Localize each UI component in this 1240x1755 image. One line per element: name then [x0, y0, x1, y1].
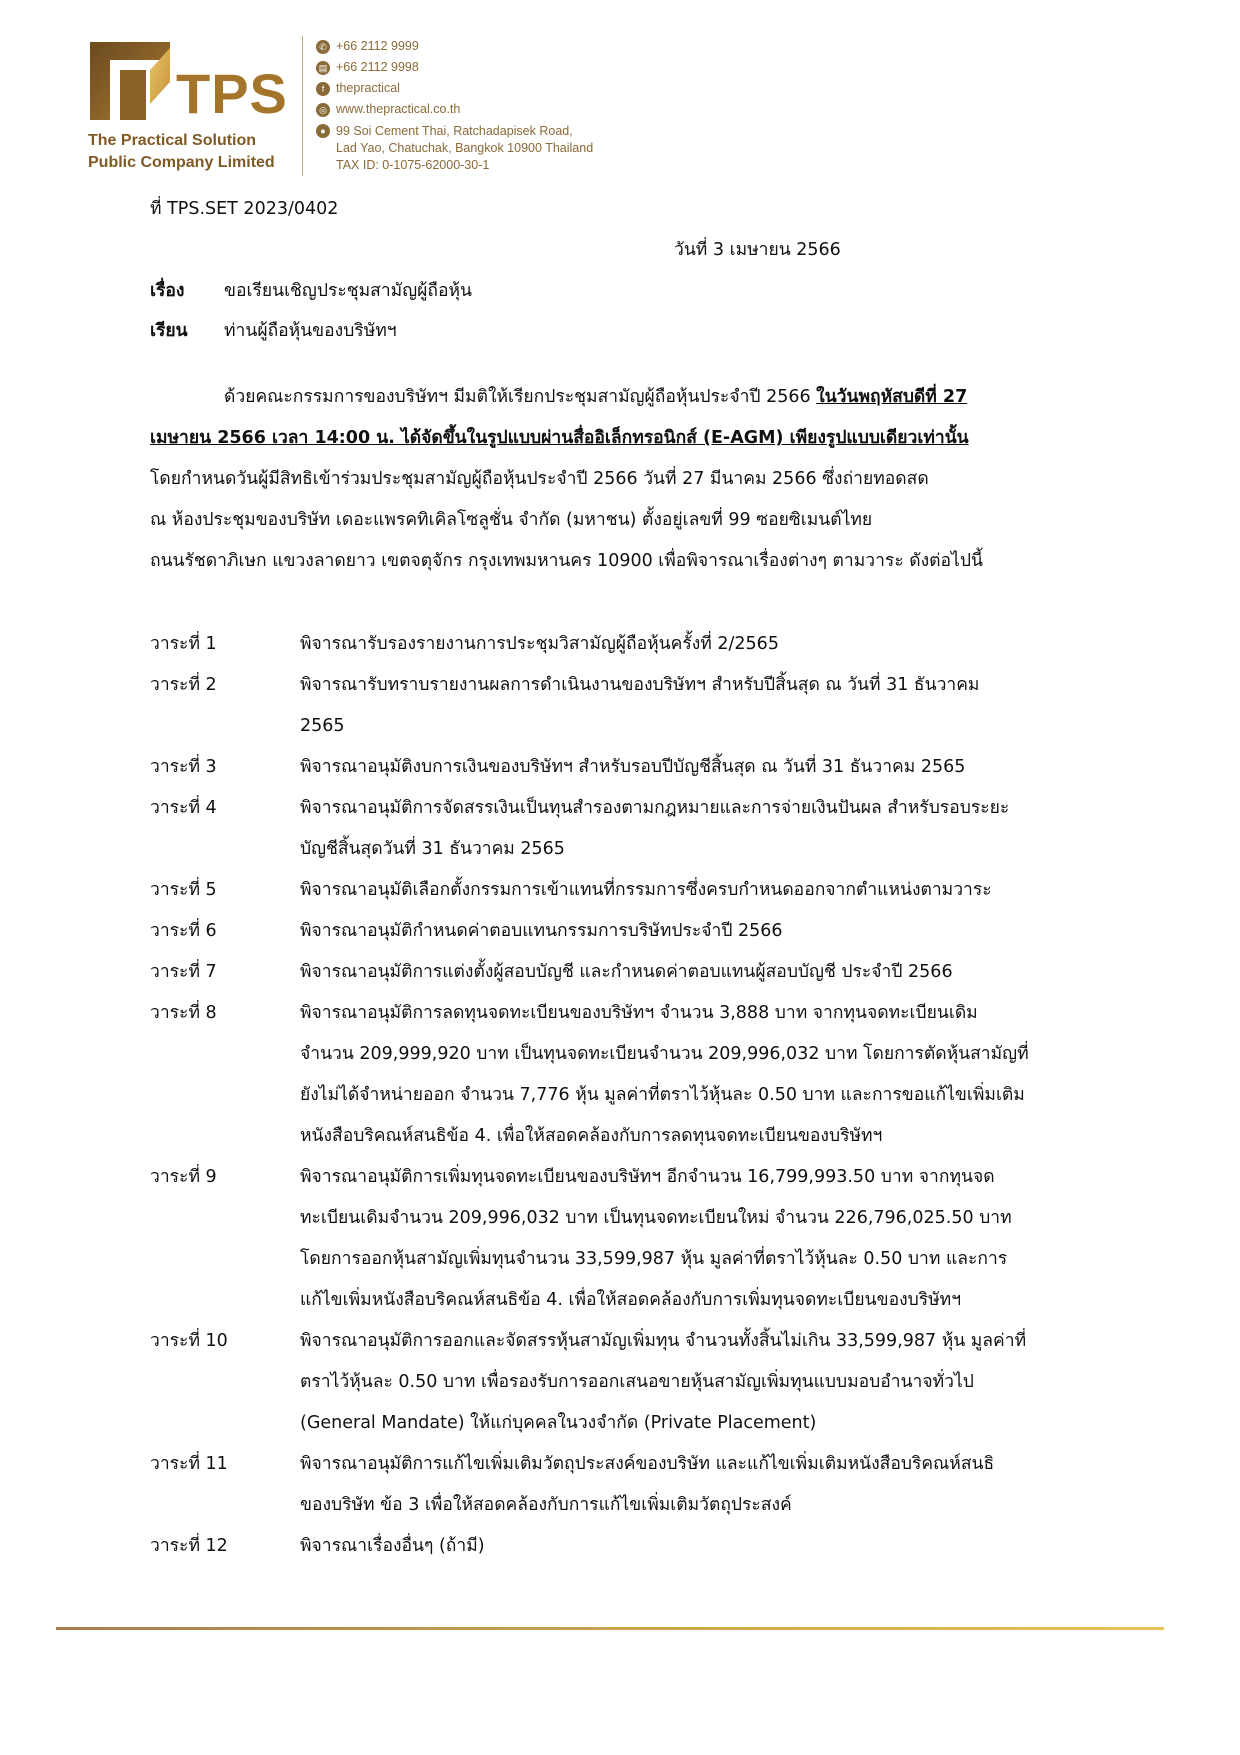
intro-line: โดยกำหนดวันผู้มีสิทธิเข้าร่วมประชุมสามัญผู้ถือหุ้นประจำปี 2566 วันที่ 27 มีนาคม 2566 ซึ่งถ่ายทอดสด — [150, 469, 929, 489]
agenda-line: 2565 — [300, 716, 345, 736]
agenda-label: วาระที่ 5 — [150, 880, 217, 900]
footer-divider — [56, 1627, 1164, 1630]
agenda-label: วาระที่ 11 — [150, 1454, 228, 1474]
agenda-text — [300, 870, 1100, 911]
agenda-line: แก้ไขเพิ่มหนังสือบริคณห์สนธิข้อ 4. เพื่อให้สอดคล้องกับการเพิ่มทุนจดทะเบียนของบริษัทฯ — [300, 1290, 962, 1310]
company-name — [88, 130, 296, 174]
meeting-date-bold: ในวันพฤหัสบดีที่ 27 — [816, 387, 968, 407]
company-logo-text: TPS — [176, 62, 288, 125]
agenda-label: วาระที่ 1 — [150, 634, 217, 654]
agenda-line: ของบริษัท ข้อ 3 เพื่อให้สอดคล้องกับการแก้ไขเพิ่มเติมวัตถุประสงค์ — [300, 1495, 792, 1515]
agenda-list — [150, 624, 1100, 1567]
subject-text: ขอเรียนเชิญประชุมสามัญผู้ถือหุ้น — [224, 281, 472, 301]
intro-line1-plain: ด้วยคณะกรรมการของบริษัทฯ มีมติให้เรียกประชุมสามัญผู้ถือหุ้นประจำปี 2566 — [224, 387, 817, 407]
agenda-line: พิจารณาอนุมัติการออกและจัดสรรหุ้นสามัญเพิ่มทุน จำนวนทั้งสิ้นไม่เกิน 33,599,987 หุ้น มูลค่าที่ — [300, 1331, 1027, 1351]
agenda-line: (General Mandate) ให้แก่บุคคลในวงจำกัด (Private Placement) — [300, 1413, 817, 1433]
agenda-line: จำนวน 209,999,920 บาท เป็นทุนจดทะเบียนจำนวน 209,996,032 บาท โดยการตัดหุ้นสามัญที่ — [300, 1044, 1029, 1064]
agenda-item — [150, 624, 1100, 665]
agenda-line: ทะเบียนเดิมจำนวน 209,996,032 บาท เป็นทุนจดทะเบียนใหม่ จำนวน 226,796,025.50 บาท — [300, 1208, 1012, 1228]
letter-reference: ที่ TPS.SET 2023/0402 — [150, 199, 339, 219]
agenda-text — [300, 1321, 1100, 1444]
contact-phone-text: +66 2112 9999 — [336, 39, 419, 53]
to-label: เรียน — [150, 321, 188, 341]
contact-website-text: www.thepractical.co.th — [336, 102, 461, 116]
phone-icon: ✆ — [316, 40, 330, 54]
agenda-line: พิจารณาอนุมัติงบการเงินของบริษัทฯ สำหรับรอบปีบัญชีสิ้นสุด ณ วันที่ 31 ธันวาคม 2565 — [300, 757, 966, 777]
address-line: Lad Yao, Chatuchak, Bangkok 10900 Thailand — [336, 141, 594, 155]
agenda-item — [150, 993, 1100, 1157]
agenda-label: วาระที่ 7 — [150, 962, 217, 982]
subject-label: เรื่อง — [150, 281, 185, 301]
agenda-label: วาระที่ 3 — [150, 757, 217, 777]
letter-date: วันที่ 3 เมษายน 2566 — [674, 240, 841, 260]
agenda-label: วาระที่ 12 — [150, 1536, 228, 1556]
contact-facebook-text: thepractical — [336, 81, 400, 95]
header-divider — [302, 36, 303, 176]
agenda-line: หนังสือบริคณห์สนธิข้อ 4. เพื่อให้สอดคล้องกับการลดทุนจดทะเบียนของบริษัทฯ — [300, 1126, 883, 1146]
agenda-item — [150, 747, 1100, 788]
agenda-line: พิจารณาอนุมัติการแก้ไขเพิ่มเติมวัตถุประสงค์ของบริษัท และแก้ไขเพิ่มเติมหนังสือบริคณห์สนธิ — [300, 1454, 995, 1474]
agenda-line: ตราไว้หุ้นละ 0.50 บาท เพื่อรองรับการออกเสนอขายหุ้นสามัญเพิ่มทุนแบบมอบอำนาจทั่วไป — [300, 1372, 974, 1392]
agenda-line: พิจารณาอนุมัติการแต่งตั้งผู้สอบบัญชี และกำหนดค่าตอบแทนผู้สอบบัญชี ประจำปี 2566 — [300, 962, 953, 982]
to-text: ท่านผู้ถือหุ้นของบริษัทฯ — [224, 321, 397, 341]
agenda-label: วาระที่ 4 — [150, 798, 217, 818]
agenda-line: พิจารณาอนุมัติการจัดสรรเงินเป็นทุนสำรองตามกฎหมายและการจ่ายเงินปันผล สำหรับรอบระยะ — [300, 798, 1010, 818]
agenda-line: พิจารณาเรื่องอื่นๆ (ถ้ามี) — [300, 1536, 485, 1556]
agenda-line: พิจารณารับรองรายงานการประชุมวิสามัญผู้ถือหุ้นครั้งที่ 2/2565 — [300, 634, 779, 654]
agenda-text — [300, 993, 1100, 1157]
agenda-item — [150, 1321, 1100, 1444]
agenda-text — [300, 1157, 1100, 1321]
agenda-item — [150, 911, 1100, 952]
contact-block — [316, 39, 593, 174]
agenda-text — [300, 665, 1100, 747]
agenda-line: พิจารณาอนุมัติกำหนดค่าตอบแทนกรรมการบริษัทประจำปี 2566 — [300, 921, 783, 941]
contact-facebook — [316, 81, 593, 102]
contact-phone — [316, 39, 593, 60]
contact-fax-text: +66 2112 9998 — [336, 60, 419, 74]
agenda-label: วาระที่ 2 — [150, 675, 217, 695]
address-text — [336, 123, 593, 174]
agenda-line: บัญชีสิ้นสุดวันที่ 31 ธันวาคม 2565 — [300, 839, 565, 859]
agenda-line: ยังไม่ได้จำหน่ายออก จำนวน 7,776 หุ้น มูลค่าที่ตราไว้หุ้นละ 0.50 บาท และการขอแก้ไขเพิ่มเติม — [300, 1085, 1025, 1105]
location-pin-icon: ● — [316, 124, 330, 138]
intro-line: ถนนรัชดาภิเษก แขวงลาดยาว เขตจตุจักร กรุงเทพมหานคร 10900 เพื่อพิจารณาเรื่องต่างๆ ตามวาระ ดังต่อไปนี้ — [150, 551, 983, 571]
agenda-label: วาระที่ 10 — [150, 1331, 228, 1351]
agenda-label: วาระที่ 9 — [150, 1167, 217, 1187]
agenda-text — [300, 747, 1100, 788]
agenda-label: วาระที่ 6 — [150, 921, 217, 941]
agenda-text — [300, 788, 1100, 870]
globe-icon: ◎ — [316, 103, 330, 117]
agenda-item — [150, 1526, 1100, 1567]
agenda-line: พิจารณาอนุมัติเลือกตั้งกรรมการเข้าแทนที่กรรมการซึ่งครบกำหนดออกจากตำแหน่งตามวาระ — [300, 880, 992, 900]
fax-icon: ▤ — [316, 61, 330, 75]
agenda-text — [300, 952, 1100, 993]
tax-id: TAX ID: 0-1075-62000-30-1 — [336, 158, 490, 172]
intro-line: ณ ห้องประชุมของบริษัท เดอะแพรคทิเคิลโซลูชั่น จำกัด (มหาชน) ตั้งอยู่เลขที่ 99 ซอยซิเมนต์ไทย — [150, 510, 873, 530]
agenda-line: พิจารณารับทราบรายงานผลการดำเนินงานของบริษัทฯ สำหรับปีสิ้นสุด ณ วันที่ 31 ธันวาคม — [300, 675, 980, 695]
intro-paragraph — [150, 377, 1080, 582]
agenda-line: พิจารณาอนุมัติการเพิ่มทุนจดทะเบียนของบริษัทฯ อีกจำนวน 16,799,993.50 บาท จากทุนจด — [300, 1167, 995, 1187]
agenda-line: โดยการออกหุ้นสามัญเพิ่มทุนจำนวน 33,599,987 หุ้น มูลค่าที่ตราไว้หุ้นละ 0.50 บาท และการ — [300, 1249, 1008, 1269]
agenda-item — [150, 788, 1100, 870]
agenda-item — [150, 870, 1100, 911]
facebook-icon: f — [316, 82, 330, 96]
address-line: 99 Soi Cement Thai, Ratchadapisek Road, — [336, 124, 573, 138]
agenda-line: พิจารณาอนุมัติการลดทุนจดทะเบียนของบริษัทฯ จำนวน 3,888 บาท จากทุนจดทะเบียนเดิม — [300, 1003, 978, 1023]
meeting-time-format: เมษายน 2566 เวลา 14:00 น. ได้จัดขึ้นในรูปแบบผ่านสื่ออิเล็กทรอนิกส์ (E-AGM) เพียงรูปแบบเดียวเท่านั้น — [150, 428, 969, 448]
agenda-item — [150, 1157, 1100, 1321]
agenda-text — [300, 1444, 1100, 1526]
company-name-line1: The Practical Solution — [88, 132, 257, 149]
intro-line — [150, 377, 1080, 418]
company-logo-mark — [90, 42, 170, 120]
agenda-item — [150, 665, 1100, 747]
agenda-text — [300, 1526, 1100, 1567]
agenda-item — [150, 1444, 1100, 1526]
agenda-item — [150, 952, 1100, 993]
agenda-text — [300, 624, 1100, 665]
company-name-line2: Public Company Limited — [88, 154, 275, 171]
agenda-text — [300, 911, 1100, 952]
agenda-label: วาระที่ 8 — [150, 1003, 217, 1023]
contact-website — [316, 102, 593, 123]
contact-address — [316, 123, 593, 174]
contact-fax — [316, 60, 593, 81]
